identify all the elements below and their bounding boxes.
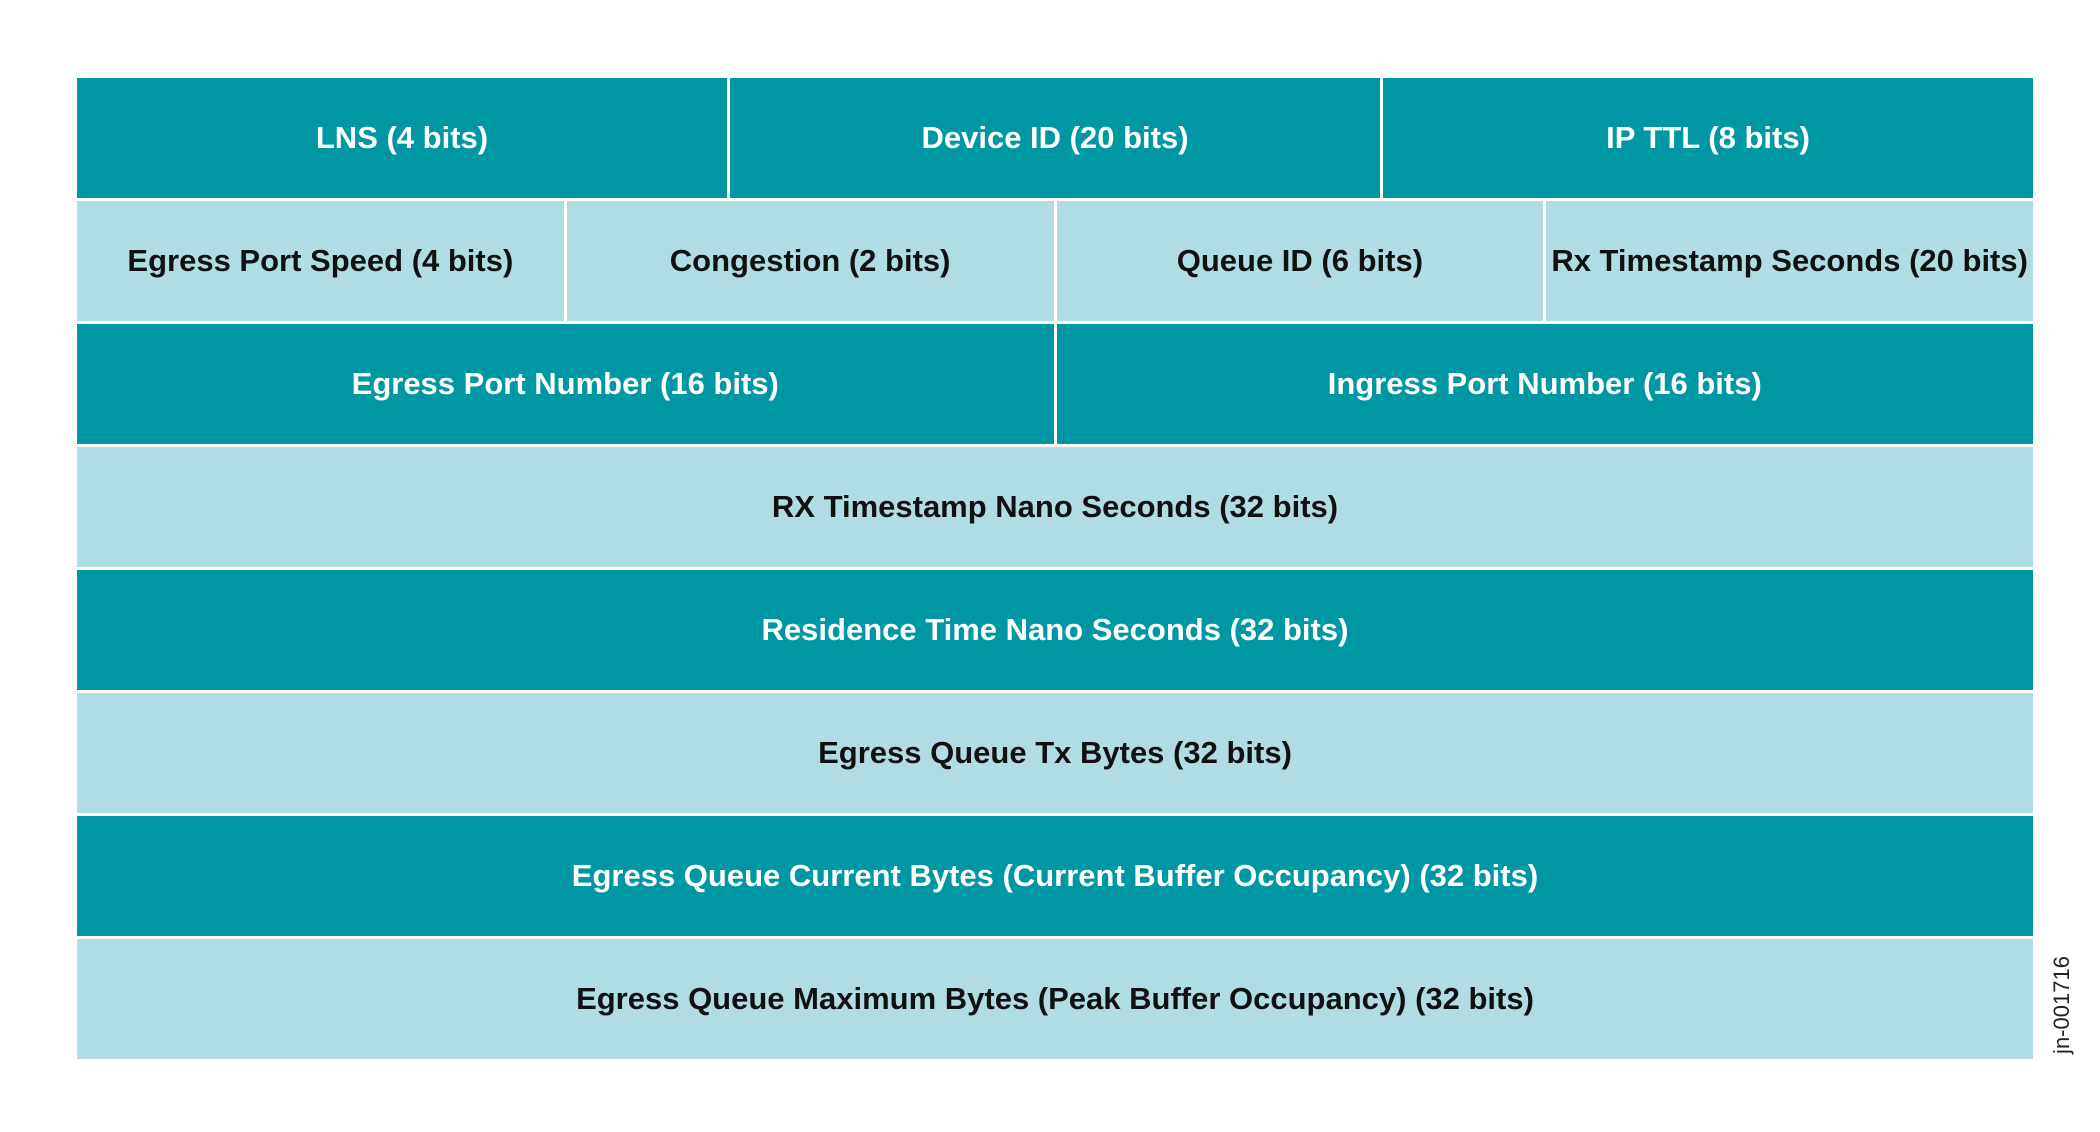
field-row bbox=[77, 816, 2033, 936]
field-cell-rx-timestamp-seconds bbox=[1546, 201, 2033, 321]
field-row bbox=[77, 201, 2033, 321]
field-row bbox=[77, 693, 2033, 813]
field-label: Egress Queue Maximum Bytes (Peak Buffer Occupancy) (32 bits) bbox=[576, 981, 1534, 1017]
field-label: RX Timestamp Nano Seconds (32 bits) bbox=[771, 489, 1339, 525]
field-row bbox=[77, 570, 2033, 690]
field-label: Egress Queue Current Bytes (Current Buffer Occupancy) (32 bits) bbox=[571, 858, 1539, 894]
field-label: Device ID (20 bits) bbox=[921, 120, 1189, 156]
field-label: Ingress Port Number (16 bits) bbox=[1327, 366, 1762, 402]
field-label: Residence Time Nano Seconds (32 bits) bbox=[761, 612, 1349, 648]
field-cell-congestion bbox=[567, 201, 1054, 321]
field-label: IP TTL (8 bits) bbox=[1606, 120, 1810, 156]
reference-id-label: jn-001716 bbox=[2049, 956, 2074, 1054]
field-cell-ingress-port-number bbox=[1057, 324, 2034, 444]
field-label: Congestion (2 bits) bbox=[669, 243, 951, 279]
field-layout-diagram bbox=[77, 78, 2033, 1059]
field-cell-lns bbox=[77, 78, 727, 198]
field-label: Egress Port Speed (4 bits) bbox=[127, 243, 514, 279]
field-label: Rx Timestamp Seconds (20 bits) bbox=[1551, 243, 2028, 279]
field-label: Egress Port Number (16 bits) bbox=[351, 366, 779, 402]
field-cell-rx-timestamp-nano-seconds bbox=[77, 447, 2033, 567]
field-cell-ip-ttl bbox=[1383, 78, 2033, 198]
field-label: Egress Queue Tx Bytes (32 bits) bbox=[818, 735, 1292, 771]
field-cell-egress-queue-tx-bytes bbox=[77, 693, 2033, 813]
field-cell-device-id bbox=[730, 78, 1380, 198]
field-cell-egress-port-speed bbox=[77, 201, 564, 321]
field-row bbox=[77, 447, 2033, 567]
field-row bbox=[77, 939, 2033, 1059]
field-row bbox=[77, 324, 2033, 444]
field-cell-egress-queue-maximum-bytes bbox=[77, 939, 2033, 1059]
field-label: LNS (4 bits) bbox=[315, 120, 489, 156]
field-cell-queue-id bbox=[1057, 201, 1544, 321]
field-cell-egress-queue-current-bytes bbox=[77, 816, 2033, 936]
reference-id bbox=[2050, 945, 2074, 1065]
field-row bbox=[77, 78, 2033, 198]
field-label: Queue ID (6 bits) bbox=[1176, 243, 1424, 279]
field-cell-residence-time bbox=[77, 570, 2033, 690]
field-cell-egress-port-number bbox=[77, 324, 1054, 444]
